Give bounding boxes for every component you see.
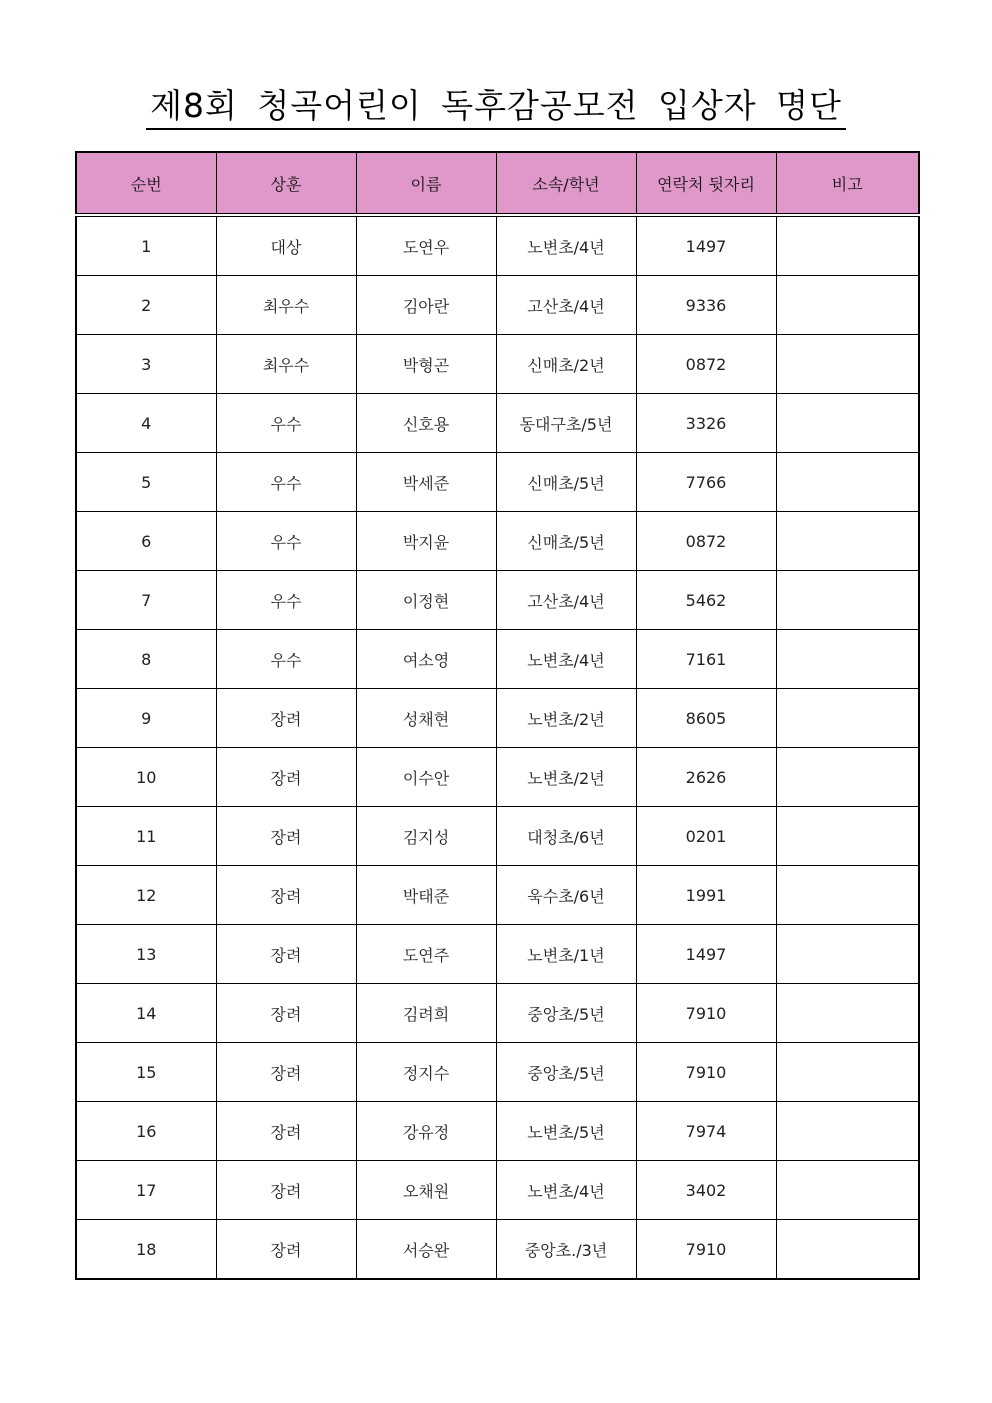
table-row bbox=[76, 1102, 919, 1161]
cell-contact: 8605 bbox=[636, 689, 776, 748]
cell-school-grade: 노변초/2년 bbox=[496, 689, 636, 748]
cell-note bbox=[776, 453, 919, 512]
cell-note bbox=[776, 571, 919, 630]
cell-school-grade: 노변초/1년 bbox=[496, 925, 636, 984]
cell-award: 최우수 bbox=[216, 335, 356, 394]
cell-name: 도연우 bbox=[356, 215, 496, 276]
page-title: 제8회 청곡어린이 독후감공모전 입상자 명단 bbox=[146, 86, 846, 130]
cell-award: 장려 bbox=[216, 1043, 356, 1102]
cell-name: 정지수 bbox=[356, 1043, 496, 1102]
cell-number: 10 bbox=[76, 748, 216, 807]
cell-note bbox=[776, 925, 919, 984]
cell-note bbox=[776, 215, 919, 276]
cell-name: 김려희 bbox=[356, 984, 496, 1043]
cell-school-grade: 노변초/4년 bbox=[496, 630, 636, 689]
title-container bbox=[0, 86, 992, 130]
cell-number: 13 bbox=[76, 925, 216, 984]
cell-award: 장려 bbox=[216, 1102, 356, 1161]
table-row bbox=[76, 1161, 919, 1220]
cell-number: 8 bbox=[76, 630, 216, 689]
cell-name: 도연주 bbox=[356, 925, 496, 984]
cell-school-grade: 노변초/4년 bbox=[496, 1161, 636, 1220]
cell-note bbox=[776, 1220, 919, 1280]
cell-name: 오채원 bbox=[356, 1161, 496, 1220]
table-row bbox=[76, 394, 919, 453]
cell-school-grade: 중앙초./3년 bbox=[496, 1220, 636, 1280]
cell-note bbox=[776, 689, 919, 748]
table-body bbox=[76, 215, 919, 1279]
cell-award: 최우수 bbox=[216, 276, 356, 335]
cell-contact: 3326 bbox=[636, 394, 776, 453]
cell-note bbox=[776, 1102, 919, 1161]
cell-name: 서승완 bbox=[356, 1220, 496, 1280]
cell-school-grade: 욱수초/6년 bbox=[496, 866, 636, 925]
cell-name: 박지윤 bbox=[356, 512, 496, 571]
table-row bbox=[76, 512, 919, 571]
table-row bbox=[76, 866, 919, 925]
cell-school-grade: 노변초/4년 bbox=[496, 215, 636, 276]
cell-number: 4 bbox=[76, 394, 216, 453]
cell-name: 성채현 bbox=[356, 689, 496, 748]
cell-school-grade: 고산초/4년 bbox=[496, 571, 636, 630]
cell-note bbox=[776, 394, 919, 453]
cell-contact: 0872 bbox=[636, 335, 776, 394]
table-row bbox=[76, 1043, 919, 1102]
cell-contact: 7161 bbox=[636, 630, 776, 689]
cell-number: 5 bbox=[76, 453, 216, 512]
table-row bbox=[76, 689, 919, 748]
cell-award: 장려 bbox=[216, 1220, 356, 1280]
cell-award: 장려 bbox=[216, 807, 356, 866]
cell-contact: 0872 bbox=[636, 512, 776, 571]
table-row bbox=[76, 925, 919, 984]
cell-note bbox=[776, 512, 919, 571]
cell-school-grade: 신매초/5년 bbox=[496, 453, 636, 512]
table-row bbox=[76, 1220, 919, 1280]
cell-award: 장려 bbox=[216, 1161, 356, 1220]
cell-name: 이정현 bbox=[356, 571, 496, 630]
cell-school-grade: 신매초/5년 bbox=[496, 512, 636, 571]
cell-number: 15 bbox=[76, 1043, 216, 1102]
cell-note bbox=[776, 984, 919, 1043]
table-row bbox=[76, 807, 919, 866]
cell-name: 강유정 bbox=[356, 1102, 496, 1161]
cell-number: 18 bbox=[76, 1220, 216, 1280]
cell-number: 11 bbox=[76, 807, 216, 866]
cell-school-grade: 동대구초/5년 bbox=[496, 394, 636, 453]
cell-contact: 7910 bbox=[636, 1043, 776, 1102]
cell-award: 우수 bbox=[216, 394, 356, 453]
cell-award: 우수 bbox=[216, 453, 356, 512]
cell-contact: 7974 bbox=[636, 1102, 776, 1161]
cell-school-grade: 노변초/2년 bbox=[496, 748, 636, 807]
cell-contact: 0201 bbox=[636, 807, 776, 866]
cell-award: 우수 bbox=[216, 512, 356, 571]
cell-number: 17 bbox=[76, 1161, 216, 1220]
cell-name: 이수안 bbox=[356, 748, 496, 807]
cell-contact: 7910 bbox=[636, 1220, 776, 1280]
header-row bbox=[76, 152, 919, 215]
cell-contact: 7910 bbox=[636, 984, 776, 1043]
cell-name: 박세준 bbox=[356, 453, 496, 512]
table-row bbox=[76, 335, 919, 394]
header-col-contact: 연락처 뒷자리 bbox=[636, 152, 776, 215]
cell-contact: 7766 bbox=[636, 453, 776, 512]
header-col-name: 이름 bbox=[356, 152, 496, 215]
cell-school-grade: 신매초/2년 bbox=[496, 335, 636, 394]
cell-contact: 3402 bbox=[636, 1161, 776, 1220]
cell-number: 3 bbox=[76, 335, 216, 394]
table-row bbox=[76, 571, 919, 630]
cell-name: 여소영 bbox=[356, 630, 496, 689]
table-row bbox=[76, 215, 919, 276]
cell-name: 박태준 bbox=[356, 866, 496, 925]
cell-school-grade: 노변초/5년 bbox=[496, 1102, 636, 1161]
cell-school-grade: 중앙초/5년 bbox=[496, 984, 636, 1043]
cell-name: 김아란 bbox=[356, 276, 496, 335]
cell-contact: 9336 bbox=[636, 276, 776, 335]
table-header bbox=[76, 152, 919, 215]
cell-number: 14 bbox=[76, 984, 216, 1043]
cell-note bbox=[776, 1043, 919, 1102]
winners-table bbox=[75, 151, 920, 1280]
cell-number: 2 bbox=[76, 276, 216, 335]
table-row bbox=[76, 984, 919, 1043]
cell-number: 1 bbox=[76, 215, 216, 276]
cell-number: 9 bbox=[76, 689, 216, 748]
table-row bbox=[76, 276, 919, 335]
cell-award: 대상 bbox=[216, 215, 356, 276]
cell-contact: 1497 bbox=[636, 925, 776, 984]
cell-number: 7 bbox=[76, 571, 216, 630]
cell-contact: 1497 bbox=[636, 215, 776, 276]
table-row bbox=[76, 453, 919, 512]
cell-note bbox=[776, 630, 919, 689]
cell-award: 장려 bbox=[216, 689, 356, 748]
cell-note bbox=[776, 1161, 919, 1220]
cell-name: 신호용 bbox=[356, 394, 496, 453]
cell-award: 장려 bbox=[216, 748, 356, 807]
cell-award: 장려 bbox=[216, 866, 356, 925]
header-col-award: 상훈 bbox=[216, 152, 356, 215]
cell-number: 6 bbox=[76, 512, 216, 571]
cell-note bbox=[776, 276, 919, 335]
cell-name: 박형곤 bbox=[356, 335, 496, 394]
cell-school-grade: 대청초/6년 bbox=[496, 807, 636, 866]
cell-award: 장려 bbox=[216, 984, 356, 1043]
header-col-note: 비고 bbox=[776, 152, 919, 215]
cell-number: 16 bbox=[76, 1102, 216, 1161]
cell-award: 우수 bbox=[216, 630, 356, 689]
cell-contact: 2626 bbox=[636, 748, 776, 807]
header-col-number: 순번 bbox=[76, 152, 216, 215]
cell-award: 장려 bbox=[216, 925, 356, 984]
cell-contact: 5462 bbox=[636, 571, 776, 630]
table-row bbox=[76, 630, 919, 689]
cell-note bbox=[776, 866, 919, 925]
cell-award: 우수 bbox=[216, 571, 356, 630]
header-col-school-grade: 소속/학년 bbox=[496, 152, 636, 215]
cell-name: 김지성 bbox=[356, 807, 496, 866]
cell-note bbox=[776, 335, 919, 394]
cell-school-grade: 중앙초/5년 bbox=[496, 1043, 636, 1102]
table-row bbox=[76, 748, 919, 807]
cell-school-grade: 고산초/4년 bbox=[496, 276, 636, 335]
cell-note bbox=[776, 807, 919, 866]
cell-note bbox=[776, 748, 919, 807]
cell-contact: 1991 bbox=[636, 866, 776, 925]
cell-number: 12 bbox=[76, 866, 216, 925]
